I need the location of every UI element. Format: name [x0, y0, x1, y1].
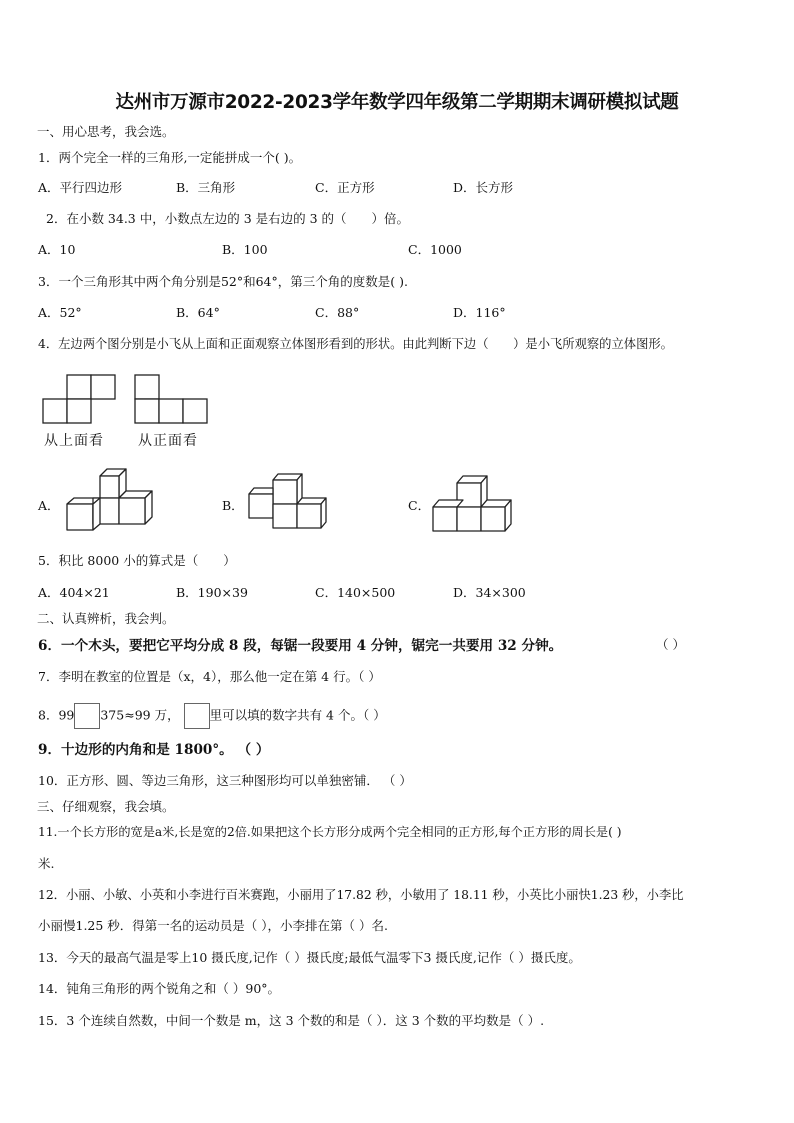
- q4-option-c-label[interactable]: C．: [408, 498, 431, 513]
- question-12: 12．小丽、小敏、小英和小李进行百米赛跑，小丽用了17.82 秒，小敏用了 18.11 秒，小英比小丽快1.23 秒，小李比: [38, 888, 684, 902]
- question-11-cont: 米.: [38, 856, 55, 871]
- q4-option-b-label[interactable]: B．: [222, 498, 244, 513]
- question-12-cont: 小丽慢1.25 秒．得第一名的运动员是（ ），小李排在第（ ）名.: [38, 918, 388, 933]
- section-heading-1: 一、用心思考，我会选。: [37, 124, 175, 139]
- q2-option-b[interactable]: B．100: [222, 242, 268, 257]
- question-1: 1．两个完全一样的三角形,一定能拼成一个( )。: [38, 150, 302, 165]
- top-view-figure: [42, 373, 122, 425]
- section-heading-3: 三、仔细观察，我会填。: [37, 799, 175, 814]
- q2-option-a[interactable]: A．10: [38, 242, 76, 257]
- q8-suffix: 里可以填的数字共有 4 个。（ ）: [209, 707, 386, 723]
- q4-option-a-figure[interactable]: [64, 466, 156, 536]
- caption-top-view: 从上面看: [44, 433, 104, 449]
- question-5: 5．积比 8000 小的算式是（ ）: [38, 553, 236, 568]
- q1-option-c[interactable]: C．正方形: [315, 180, 375, 195]
- q3-option-a[interactable]: A．52°: [38, 305, 82, 320]
- q5-option-a[interactable]: A．404×21: [38, 585, 110, 600]
- question-14: 14．钝角三角形的两个锐角之和（ ）90°。: [38, 981, 281, 996]
- q2-option-c[interactable]: C．1000: [408, 242, 462, 257]
- q1-option-b[interactable]: B．三角形: [176, 180, 236, 195]
- q8-digit-box[interactable]: [74, 703, 100, 729]
- page-title: 达州市万源市2022-2023学年数学四年级第二学期期末调研模拟试题: [115, 92, 679, 113]
- q4-option-b-figure[interactable]: [247, 470, 333, 532]
- q8-box-2[interactable]: [184, 703, 210, 729]
- q8-middle: 375≈99 万，: [100, 707, 180, 723]
- question-4: 4．左边两个图分别是小飞从上面和正面观察立体图形看到的形状。由此判断下边（ ）是小飞所观察的立体图形。: [38, 337, 673, 351]
- q5-option-d[interactable]: D．34×300: [453, 585, 526, 600]
- question-15: 15．3 个连续自然数，中间一个数是 m，这 3 个数的和是（ ）．这 3 个数的平均数是（ ）.: [38, 1013, 545, 1028]
- caption-front-view: 从正面看: [138, 433, 198, 449]
- q3-option-d[interactable]: D．116°: [453, 305, 506, 320]
- q5-option-c[interactable]: C．140×500: [315, 585, 396, 600]
- q3-option-b[interactable]: B．64°: [176, 305, 220, 320]
- q4-option-a-label[interactable]: A．: [38, 498, 60, 513]
- section-heading-2: 二、认真辨析，我会判。: [37, 611, 175, 626]
- question-10: 10．正方形、圆、等边三角形，这三种图形均可以单独密铺． （ ）: [38, 773, 412, 788]
- front-view-figure: [134, 373, 214, 425]
- q3-option-c[interactable]: C．88°: [315, 305, 360, 320]
- question-13: 13．今天的最高气温是零上10 摄氏度,记作（ ）摄氏度;最低气温零下3 摄氏度,记作（ ）摄氏度。: [38, 950, 581, 965]
- question-8: [38, 703, 386, 729]
- question-7: 7．李明在教室的位置是（x，4），那么他一定在第 4 行。（ ）: [38, 669, 381, 684]
- q1-option-d[interactable]: D．长方形: [453, 180, 514, 195]
- q1-option-a[interactable]: A．平行四边形: [38, 180, 123, 195]
- q8-prefix: 8．99: [38, 707, 75, 723]
- q6-answer-blank[interactable]: （ ）: [656, 637, 685, 652]
- question-9: 9．十边形的内角和是 1800°。 （ ）: [38, 742, 270, 758]
- question-2: 2．在小数 34.3 中，小数点左边的 3 是右边的 3 的（ ）倍。: [46, 211, 410, 226]
- question-3: 3．一个三角形其中两个角分别是52°和64°，第三个角的度数是( ).: [38, 274, 408, 289]
- q4-option-c-figure[interactable]: [431, 474, 517, 536]
- q5-option-b[interactable]: B．190×39: [176, 585, 248, 600]
- question-6: 6．一个木头，要把它平均分成 8 段，每锯一段要用 4 分钟，锯完一共要用 32 分钟。: [38, 638, 563, 654]
- question-11: 11.一个长方形的宽是a米,长是宽的2倍.如果把这个长方形分成两个完全相同的正方形,每个正方形的周长是( ): [38, 825, 622, 839]
